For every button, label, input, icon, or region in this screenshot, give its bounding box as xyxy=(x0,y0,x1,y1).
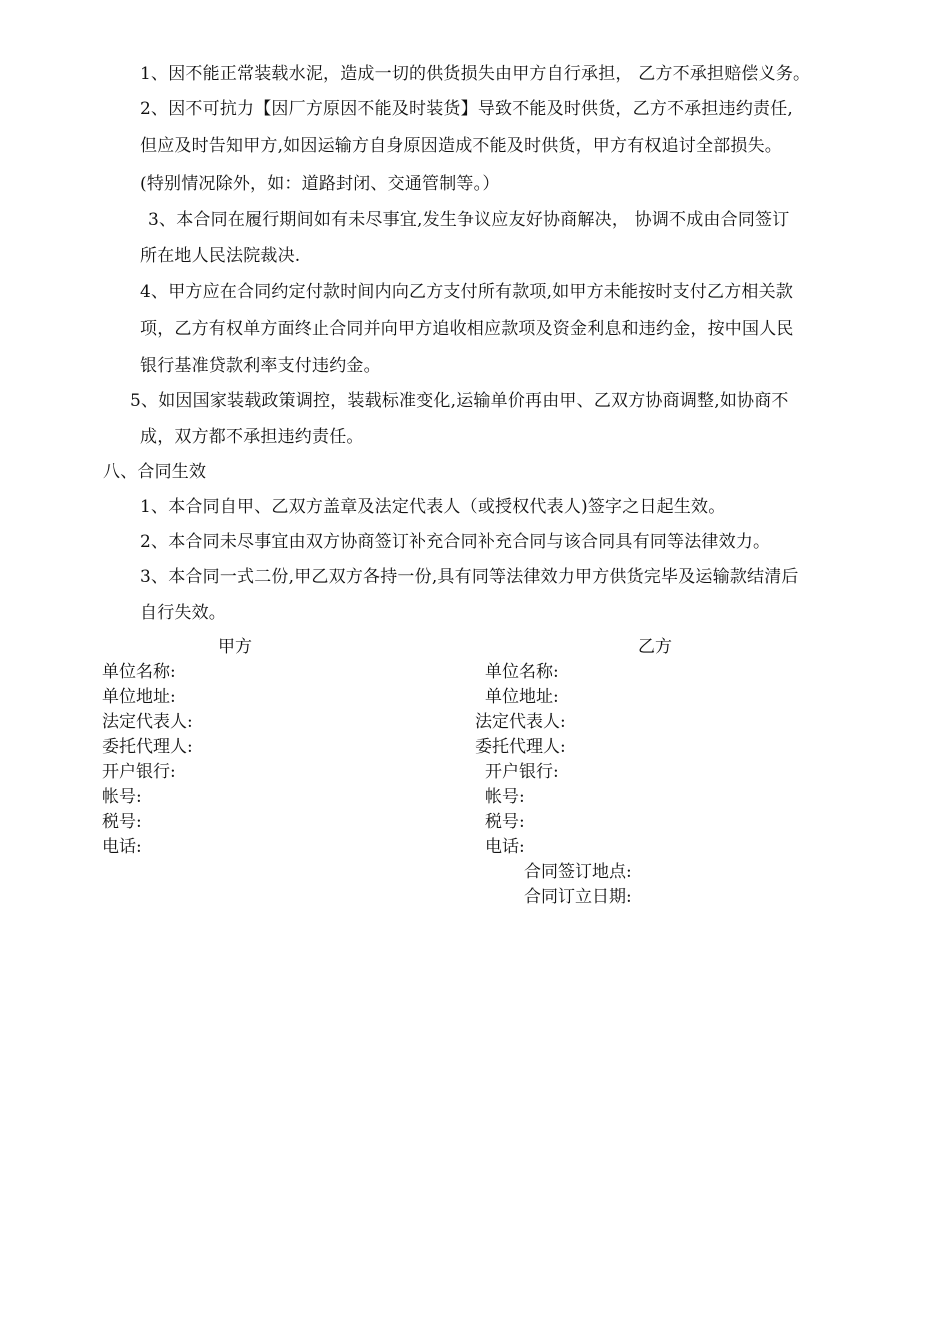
signing-date: 合同订立日期: xyxy=(524,887,632,907)
party-a-tax-no: 税号: xyxy=(102,812,142,832)
party-a-account: 帐号: xyxy=(102,787,142,807)
section-8-item-2: 2、本合同未尽事宜由双方协商签订补充合同补充合同与该合同具有同等法律效力。 xyxy=(140,532,771,552)
section-8-item-1: 1、本合同自甲、乙双方盖章及法定代表人（或授权代表人)签字之日起生效。 xyxy=(140,497,726,517)
clause-3-line-1: 3、本合同在履行期间如有未尽事宜,发生争议应友好协商解决， 协调不成由合同签订 xyxy=(148,210,790,230)
party-b-legal-rep: 法定代表人: xyxy=(475,712,566,732)
party-b-bank: 开户银行: xyxy=(485,762,559,782)
party-a-legal-rep: 法定代表人: xyxy=(102,712,193,732)
section-8-heading: 八、合同生效 xyxy=(103,462,207,482)
party-a-unit-name: 单位名称: xyxy=(102,662,176,682)
signing-place: 合同签订地点: xyxy=(524,862,632,882)
clause-2-line-3: (特别情况除外，如：道路封闭、交通管制等。） xyxy=(140,174,500,194)
clause-1: 1、因不能正常装载水泥，造成一切的供货损失由甲方自行承担， 乙方不承担赔偿义务。 xyxy=(140,64,811,84)
clause-4-line-2: 项，乙方有权单方面终止合同并向甲方追收相应款项及资金利息和违约金，按中国人民 xyxy=(140,319,794,339)
party-b-title: 乙方 xyxy=(638,637,672,657)
clause-2-line-2: 但应及时告知甲方,如因运输方自身原因造成不能及时供货，甲方有权追讨全部损失。 xyxy=(140,136,783,156)
party-a-bank: 开户银行: xyxy=(102,762,176,782)
party-a-unit-address: 单位地址: xyxy=(102,687,176,707)
party-a-phone: 电话: xyxy=(102,837,142,857)
section-8-item-3-line-1: 3、本合同一式二份,甲乙双方各持一份,具有同等法律效力甲方供货完毕及运输款结清后 xyxy=(140,567,799,587)
clause-4-line-3: 银行基准贷款利率支付违约金。 xyxy=(140,356,381,376)
clause-5-line-2: 成，双方都不承担违约责任。 xyxy=(140,427,364,447)
party-b-unit-name: 单位名称: xyxy=(485,662,559,682)
party-a-title: 甲方 xyxy=(218,637,252,657)
party-b-phone: 电话: xyxy=(485,837,525,857)
clause-5-line-1: 5、如因国家装载政策调控，装载标准变化,运输单价再由甲、乙双方协商调整,如协商不 xyxy=(130,391,789,411)
clause-2-line-1: 2、因不可抗力【因厂方原因不能及时装货】导致不能及时供货，乙方不承担违约责任, xyxy=(140,99,794,119)
clause-4-line-1: 4、甲方应在合同约定付款时间内向乙方支付所有款项,如甲方未能按时支付乙方相关款 xyxy=(140,282,794,302)
party-b-unit-address: 单位地址: xyxy=(485,687,559,707)
party-b-account: 帐号: xyxy=(485,787,525,807)
party-b-tax-no: 税号: xyxy=(485,812,525,832)
clause-3-line-2: 所在地人民法院裁决. xyxy=(140,246,301,266)
party-a-agent: 委托代理人: xyxy=(102,737,193,757)
section-8-item-3-line-2: 自行失效。 xyxy=(140,603,226,623)
party-b-agent: 委托代理人: xyxy=(475,737,566,757)
